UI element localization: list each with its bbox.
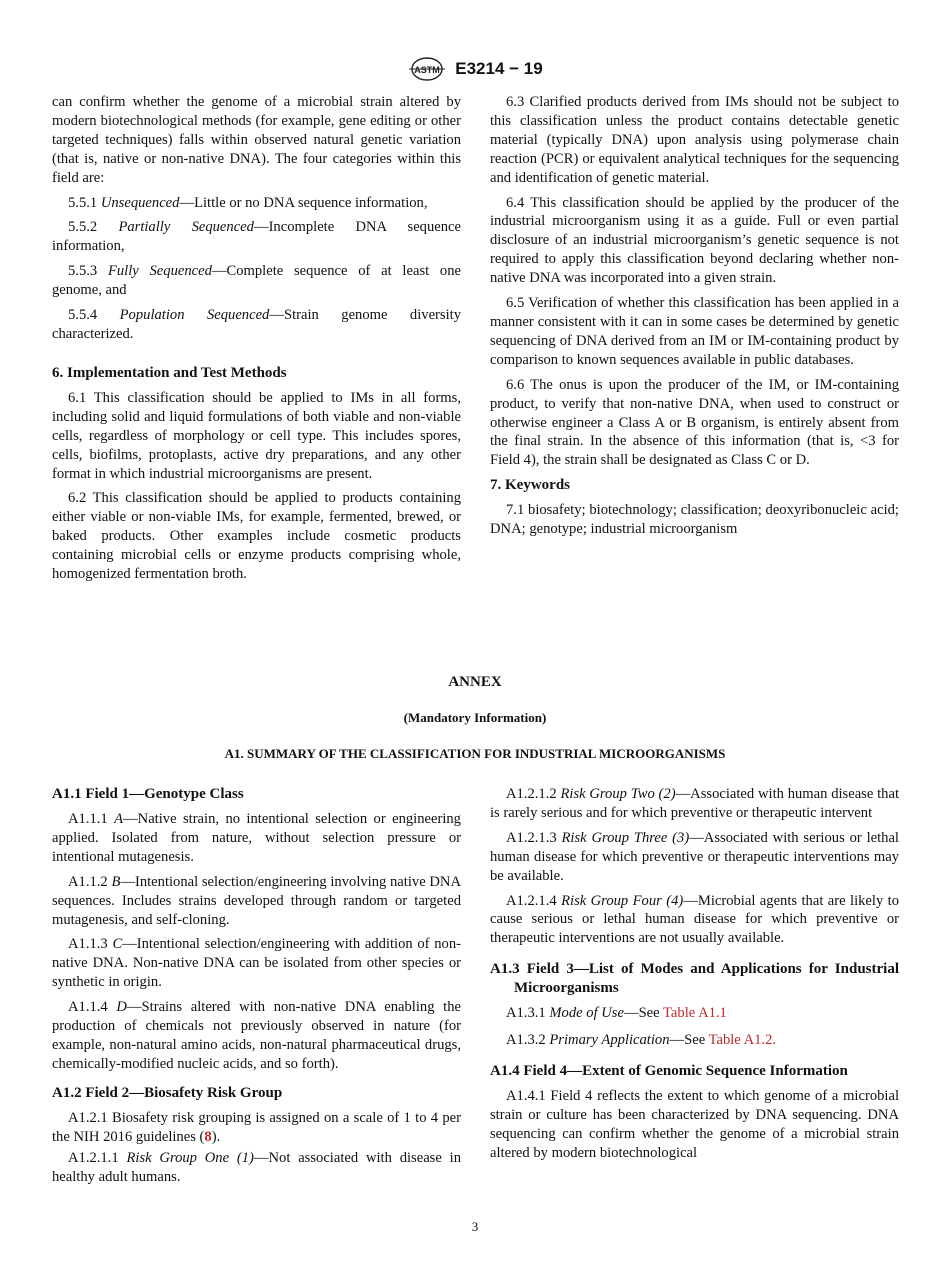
paragraph-a1-3-1: A1.3.1 Mode of Use—See Table A1.1	[506, 1005, 727, 1022]
column-bottom-left	[52, 785, 461, 1192]
section-heading-a1-2: A1.2 Field 2—Biosafety Risk Group	[52, 1084, 283, 1101]
paragraph-a1-1-3: A1.1.3 C—Intentional selection/engineering with addition of non-native DNA. Non-native DNA can be isolated from other species or synthetic in origin.	[52, 936, 461, 991]
paragraph-6-2: 6.2 This classification should be applied to products containing either viable or non-viable IMs, for example, fermented, brewed, or baked products. Other examples include cosmetic products containing microbial cells or enzyme products comprising whole, homogenized fermentation broth.	[52, 490, 461, 583]
paragraph-5-5-1: 5.5.1 Unsequenced—Little or no DNA sequence information,	[68, 194, 428, 211]
section-heading-a1-1: A1.1 Field 1—Genotype Class	[52, 786, 244, 802]
page-number: 3	[471, 1219, 479, 1234]
paragraph-6-4: 6.4 This classification should be applied by the producer of the industrial microorganism using it as a guide. Full or even partial disclosure of an industrial microorganism’s genetic sequence is not required to apply this classification beyond declaring whether non-native DNA was incorporated into a given strain.	[490, 194, 899, 287]
column-top-left	[52, 93, 461, 590]
table-a1-1-link[interactable]: Table A1.1	[663, 1005, 727, 1022]
section-heading-a1-3: A1.3 Field 3—List of Modes and Applications for Industrial Microorganisms	[490, 961, 899, 997]
paragraph-6-5: 6.5 Verification of whether this classification has been applied in a manner consistent with it can in some cases be determined by genetic sequencing of DNA derived from an IM or IM-containing product by comparison to known sequences available in public databases.	[490, 295, 899, 368]
paragraph-a1-2-1-2: A1.2.1.2 Risk Group Two (2)—Associated with human disease that is rarely serious and for which preventive or therapeutic intervent	[490, 786, 899, 821]
paragraph-a1-3-2: A1.3.2 Primary Application—See Table A1.2.	[506, 1032, 777, 1049]
annex-subtitle: (Mandatory Information)	[403, 710, 547, 725]
section-heading-7: 7. Keywords	[490, 477, 570, 494]
paragraph-a1-1-1: A1.1.1 A—Native strain, no intentional selection or engineering applied. Isolated from nature, without selection pressure or intentional mutagenesis.	[52, 811, 461, 865]
paragraph-a1-2-1-4: A1.2.1.4 Risk Group Four (4)—Microbial agents that are likely to cause serious or lethal human disease for which preventive or therapeutic interventions are not usually available.	[490, 892, 900, 947]
column-top-right	[490, 93, 899, 545]
annex-section-title: A1. SUMMARY OF THE CLASSIFICATION FOR INDUSTRIAL MICROORGANISMS	[224, 746, 726, 761]
paragraph-a1-1-4: A1.1.4 D—Strains altered with non-native DNA enabling the production of chemicals not previously observed in nature (for example, non-natural amino acids, non-natural pharmaceutical drugs, chemically-modified nucleic acids, and so forth).	[52, 999, 462, 1072]
section-heading-6: 6. Implementation and Test Methods	[52, 364, 287, 381]
paragraph-7-1: 7.1 biosafety; biotechnology; classification; deoxyribonucleic acid; DNA; genotype; industrial microorganism	[490, 502, 899, 538]
svg-text:ASTM: ASTM	[414, 65, 441, 75]
paragraph-5-5-2: 5.5.2 Partially Sequenced—Incomplete DNA sequence information,	[52, 219, 461, 255]
paragraph-6-6: 6.6 The onus is upon the producer of the IM, or IM-containing product, to verify that non-native DNA, when used to construct or otherwise engineer a Class A or B organism, is entirely absent from the final strain. In the absence of this information (that is, <3 for Field 4), the strain shall be designated as Class C or D.	[490, 376, 899, 469]
table-a1-2-link[interactable]: Table A1.2.	[708, 1032, 777, 1049]
standard-designation: E3214 − 19	[455, 59, 543, 78]
paragraph-6-3: 6.3 Clarified products derived from IMs should not be subject to this classification unless the product contains detectable genetic material (typically DNA) upon analysis using polymerase chain reaction (PCR) or equivalent analytical techniques for the sequencing and identification of genetic material.	[490, 94, 899, 186]
paragraph-5-5-3: 5.5.3 Fully Sequenced—Complete sequence of at least one genome, and	[52, 263, 462, 299]
paragraph-6-1: 6.1 This classification should be applied to IMs in all forms, including solid and liquid formulations of both viable and non-viable cells, regardless of morphology or cell type. This includes spores, cells, biofilms, protoplasts, active dry preparations, and any other format in which industrial microorganisms are present.	[52, 389, 461, 482]
section-heading-a1-4: A1.4 Field 4—Extent of Genomic Sequence Information	[490, 1063, 848, 1080]
reference-link[interactable]: 8	[204, 1128, 212, 1145]
paragraph-a1-1-2: A1.1.2 B—Intentional selection/engineering involving native DNA sequences. Includes strains developed through random or targeted mutagenesis, and self-cloning.	[52, 873, 461, 928]
paragraph-a1-2-1: A1.2.1 Biosafety risk grouping is assigned on a scale of 1 to 4 per the NIH 2016 guidelines (8).	[52, 1109, 461, 1145]
paragraph-a1-4-1: A1.4.1 Field 4 reflects the extent to which genome of a microbial strain or culture has been characterized by DNA sequencing. DNA sequencing can confirm whether the genome of a microbial strain altered by modern biotechnological	[490, 1088, 899, 1161]
astm-logo-icon	[407, 56, 447, 82]
paragraph-5-5-4: 5.5.4 Population Sequenced—Strain genome diversity characterized.	[52, 307, 461, 342]
annex-title: ANNEX	[448, 674, 502, 690]
page-header	[0, 56, 950, 82]
paragraph-a1-2-1-3: A1.2.1.3 Risk Group Three (3)—Associated with serious or lethal human disease for which preventive or therapeutic interventions may be available.	[490, 829, 899, 884]
column-bottom-right	[490, 785, 899, 1169]
paragraph-continued: can confirm whether the genome of a microbial strain altered by modern biotechnological methods (for example, gene editing or other targeted techniques) falls within observed natural genetic variation (that is, native or non-native DNA). The four categories within this field are:	[52, 94, 461, 186]
paragraph-a1-2-1-1: A1.2.1.1 Risk Group One (1)—Not associated with disease in healthy adult humans.	[52, 1149, 461, 1185]
